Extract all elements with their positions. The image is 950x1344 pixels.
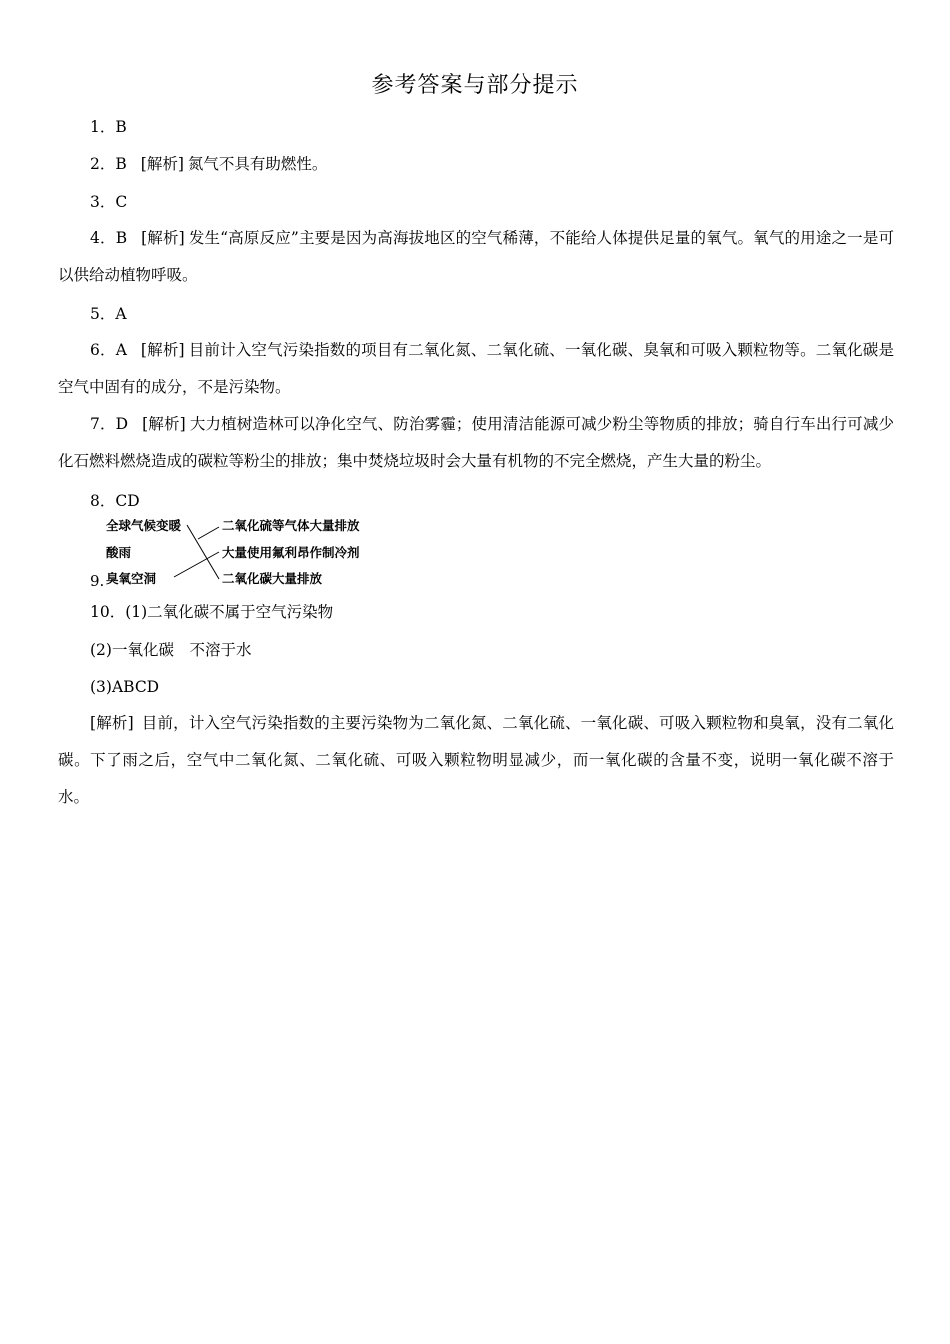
answer-number: 4． (90, 229, 116, 247)
connector-line (187, 525, 219, 579)
answer-5 (90, 304, 127, 324)
answer-choice: D (115, 415, 129, 433)
hint-text: 氮气不具有助燃性。 (187, 155, 328, 173)
answer-2 (90, 154, 327, 174)
answer-10-explanation (58, 705, 894, 816)
hint-label: [解析] (90, 714, 134, 732)
matching-diagram (88, 515, 388, 590)
answer-number: 3． (90, 193, 116, 211)
right-item: 大量使用氟利昂作制冷剂 (222, 545, 360, 560)
answer-choice: B (115, 118, 127, 136)
page-title: 参考答案与部分提示 (371, 73, 579, 98)
hint-label: [解析] (140, 341, 185, 359)
hint-label: [解析] (142, 415, 186, 433)
answer-choice: A (115, 305, 127, 323)
answer-number: 9. (90, 572, 105, 590)
hint-label: [解析] (141, 229, 185, 247)
answer-8 (90, 491, 140, 511)
answer-1 (90, 117, 127, 137)
answer-choice: C (115, 193, 128, 211)
right-item: 二氧化硫等气体大量排放 (222, 518, 360, 533)
answer-10-part-2: (2)一氧化碳 不溶于水 (90, 641, 252, 659)
answer-choice: B (115, 155, 127, 173)
connector-line (198, 527, 219, 539)
answer-number: 1． (90, 118, 116, 136)
answer-number: 5． (90, 305, 116, 323)
answer-number: 7． (90, 415, 116, 433)
left-item: 酸雨 (106, 545, 132, 560)
hint-text: 目前计入空气污染指数的项目有二氧化氮、二氧化硫、一氧化碳、臭氧和可吸入颗粒物等。二氧化碳是空气中固有的成分，不是污染物。 (58, 341, 894, 396)
answer-number: 8． (90, 492, 116, 510)
hint-text: 大力植树造林可以净化空气、防治雾霾；使用清洁能源可减少粉尘等物质的排放；骑自行车出行可减少化石燃料燃烧造成的碳粒等粉尘的排放；集中焚烧垃圾时会大量有机物的不完全燃烧，产生大量的粉尘。 (58, 415, 894, 470)
answer-number: 2． (90, 155, 116, 173)
connector-line (174, 552, 219, 577)
hint-text: 发生“高原反应”主要是因为高海拔地区的空气稀薄，不能给人体提供足量的氧气。氧气的用途之一是可以供给动植物呼吸。 (58, 229, 894, 284)
answer-6 (58, 332, 894, 406)
answer-4 (58, 220, 894, 294)
answer-choice: A (115, 341, 127, 359)
answer-10-part-1: 10．(1)二氧化碳不属于空气污染物 (90, 603, 334, 621)
left-item: 臭氧空洞 (106, 571, 157, 586)
answer-choice: CD (115, 492, 140, 510)
answer-7 (58, 406, 894, 480)
answer-choice: B (115, 229, 128, 247)
answer-number: 6． (90, 341, 116, 359)
hint-text: 目前，计入空气污染指数的主要污染物为二氧化氮、二氧化硫、一氧化碳、可吸入颗粒物和臭氧，没有二氧化碳。下了雨之后，空气中二氧化氮、二氧化硫、可吸入颗粒物明显减少，而一氧化碳的含量不变，说明一氧化碳不溶于水。 (58, 714, 894, 806)
hint-label: [解析] (140, 155, 184, 173)
left-item: 全球气候变暖 (106, 518, 182, 533)
answer-3 (90, 192, 127, 212)
right-item: 二氧化碳大量排放 (222, 571, 323, 586)
answer-10-part-3: (3)ABCD (90, 678, 160, 696)
